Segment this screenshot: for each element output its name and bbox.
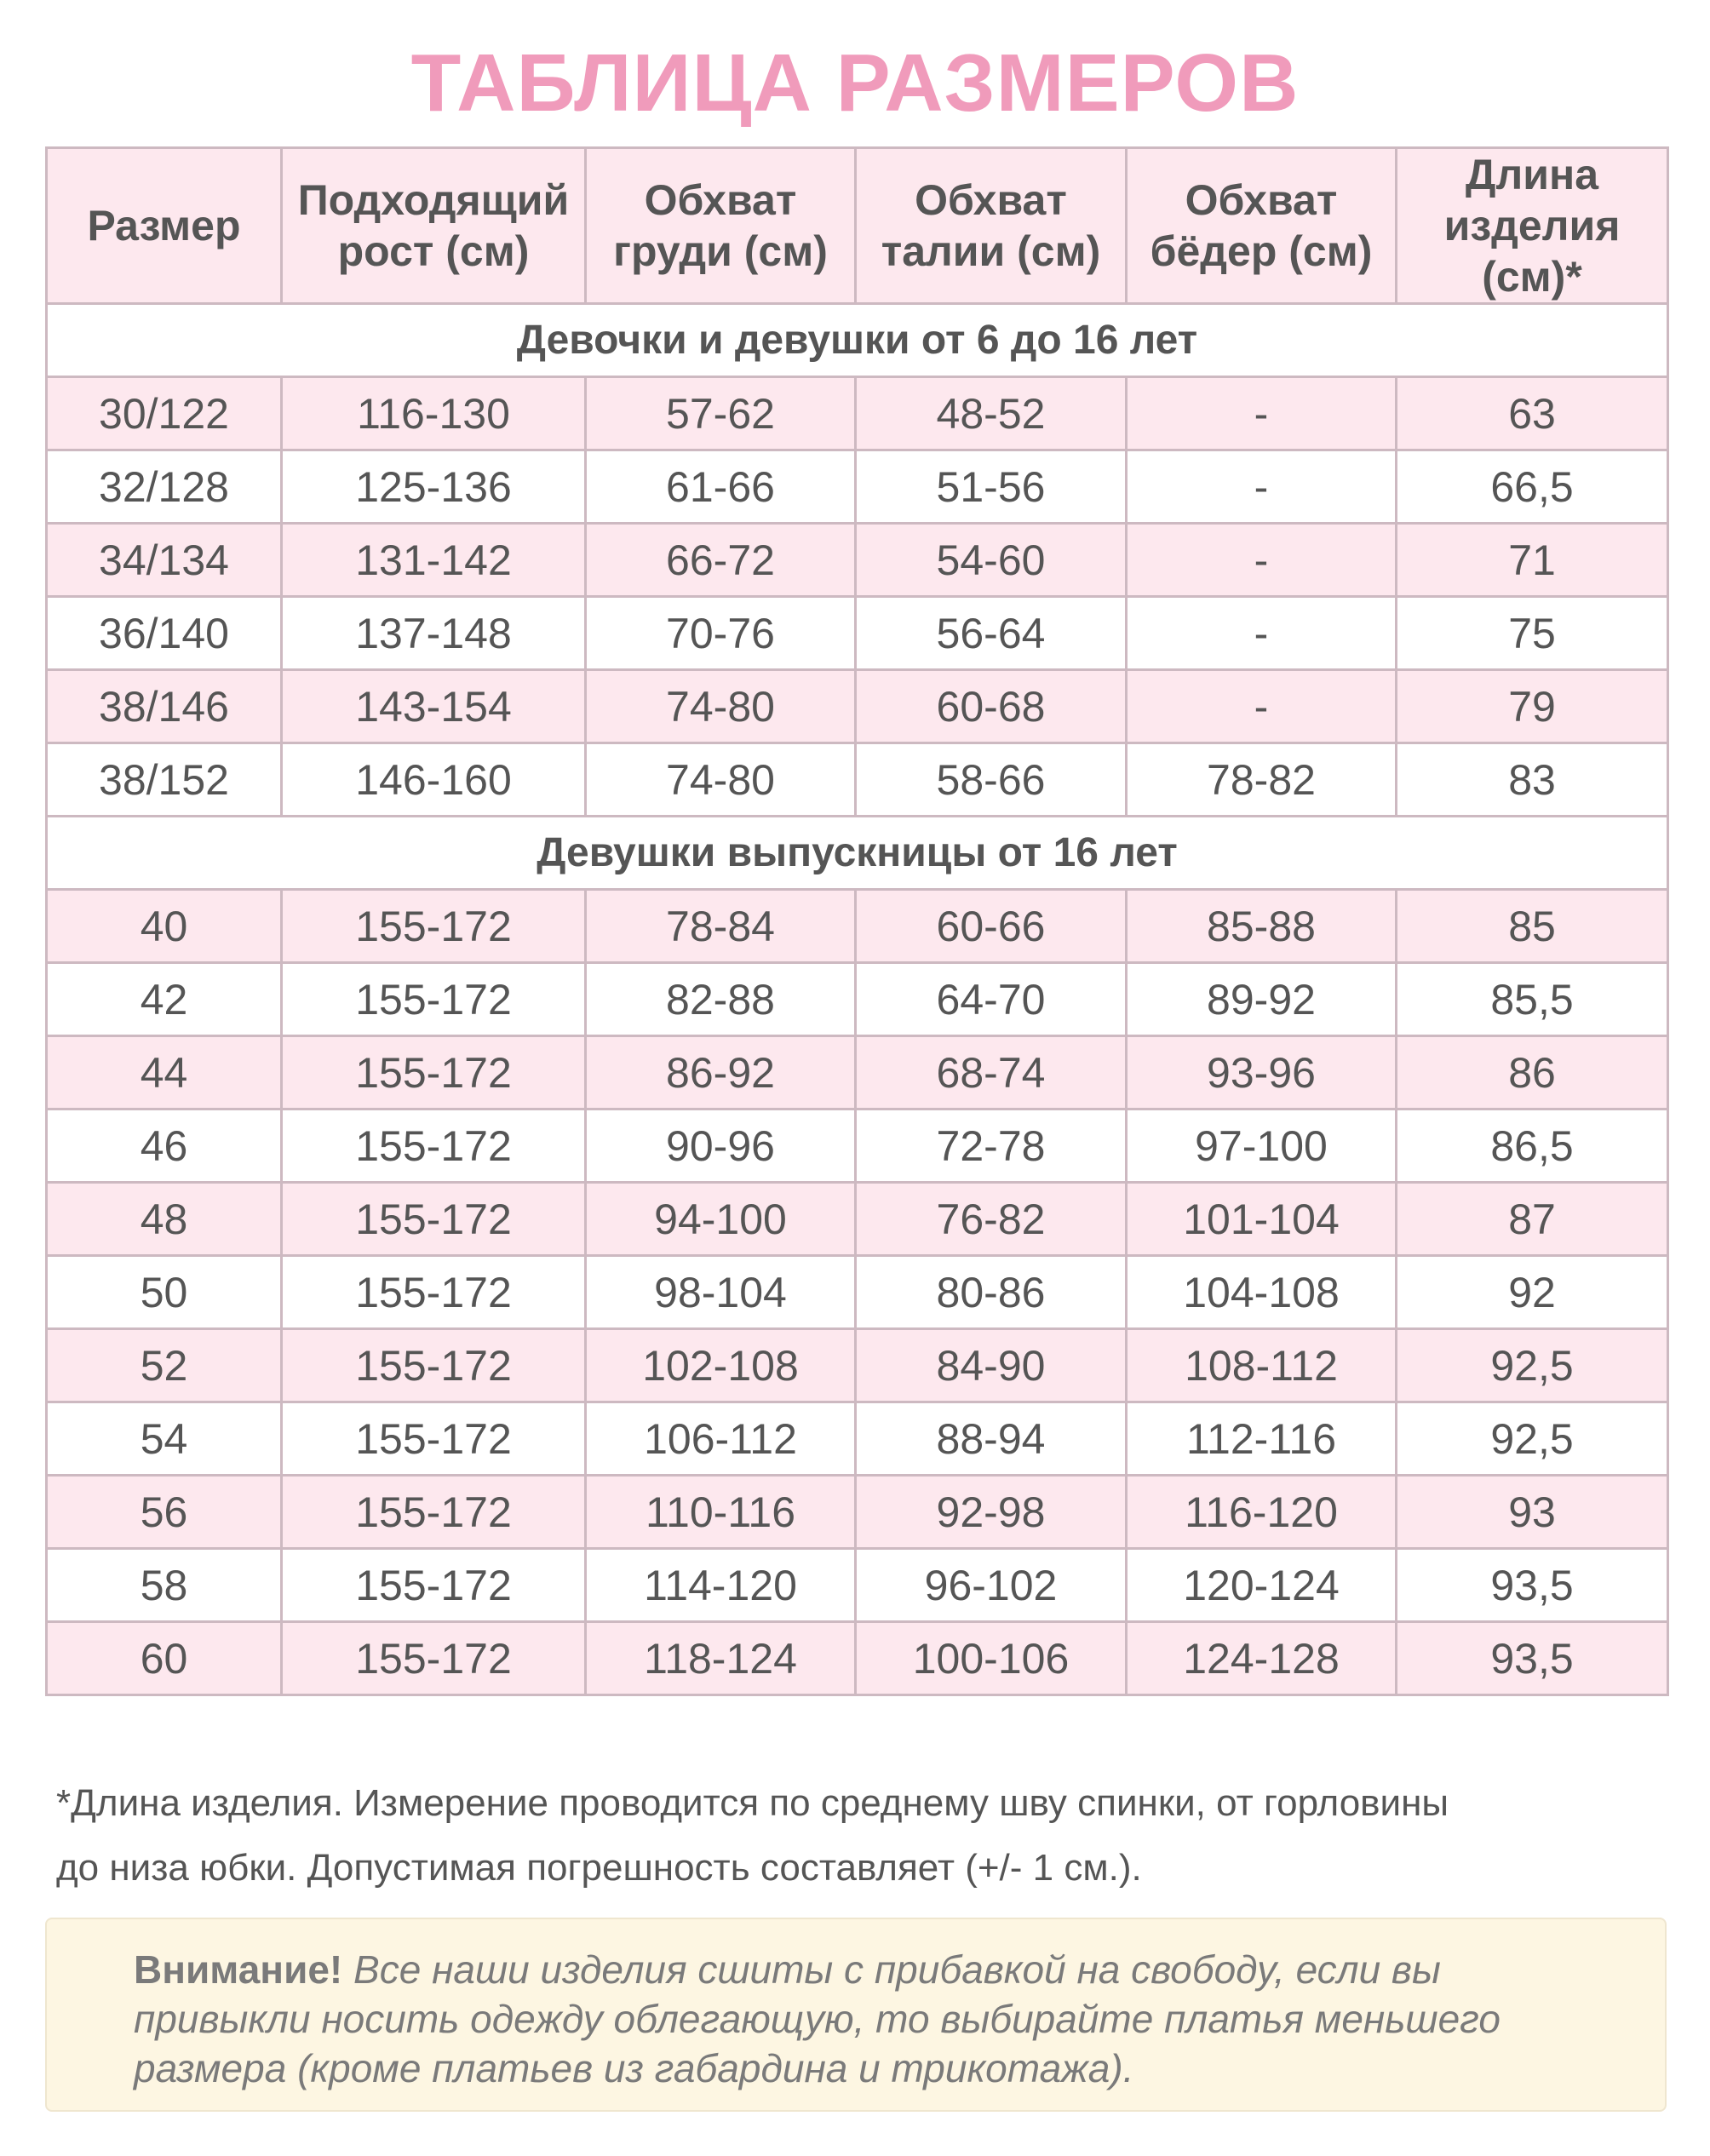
- table-header: [47, 148, 1668, 304]
- table-cell: 108-112: [1127, 1329, 1397, 1402]
- page-title: ТАБЛИЦА РАЗМЕРОВ: [410, 37, 1300, 129]
- section-title: Девушки выпускницы от 16 лет: [47, 817, 1668, 890]
- table-cell: 30/122: [47, 377, 282, 450]
- table-cell: 46: [47, 1110, 282, 1183]
- table-cell: 60: [47, 1622, 282, 1695]
- table-cell: 58-66: [856, 743, 1127, 817]
- table-cell: 38/152: [47, 743, 282, 817]
- table-cell: -: [1127, 524, 1397, 597]
- table-cell: 68-74: [856, 1036, 1127, 1110]
- table-cell: 60-66: [856, 890, 1127, 963]
- table-cell: 71: [1397, 524, 1668, 597]
- header-row: [47, 148, 1668, 304]
- table-cell: 93: [1397, 1476, 1668, 1549]
- table-cell: 98-104: [586, 1256, 856, 1329]
- table-cell: 51-56: [856, 450, 1127, 524]
- table-cell: 82-88: [586, 963, 856, 1036]
- table-cell: 32/128: [47, 450, 282, 524]
- table-cell: 155-172: [282, 890, 586, 963]
- table-cell: 56-64: [856, 597, 1127, 670]
- table-cell: 86-92: [586, 1036, 856, 1110]
- table-cell: 155-172: [282, 963, 586, 1036]
- table-cell: 92: [1397, 1256, 1668, 1329]
- table-cell: 116-120: [1127, 1476, 1397, 1549]
- table-cell: 85,5: [1397, 963, 1668, 1036]
- table-cell: 96-102: [856, 1549, 1127, 1622]
- table-cell: 86: [1397, 1036, 1668, 1110]
- table-cell: 97-100: [1127, 1110, 1397, 1183]
- table-cell: 155-172: [282, 1256, 586, 1329]
- table-cell: 87: [1397, 1183, 1668, 1256]
- table-cell: 63: [1397, 377, 1668, 450]
- table-row: [47, 963, 1668, 1036]
- table-cell: 84-90: [856, 1329, 1127, 1402]
- table-cell: -: [1127, 597, 1397, 670]
- table-cell: 54: [47, 1402, 282, 1476]
- table-cell: 56: [47, 1476, 282, 1549]
- column-header: [586, 148, 856, 304]
- column-header-line: Подходящий: [297, 176, 570, 224]
- table-row: [47, 524, 1668, 597]
- table-cell: 54-60: [856, 524, 1127, 597]
- table-cell: 78-82: [1127, 743, 1397, 817]
- table-cell: 155-172: [282, 1622, 586, 1695]
- table-row: [47, 377, 1668, 450]
- section-row: [47, 304, 1668, 377]
- table-row: [47, 1183, 1668, 1256]
- table-cell: 114-120: [586, 1549, 856, 1622]
- table-cell: 52: [47, 1329, 282, 1402]
- table-cell: 120-124: [1127, 1549, 1397, 1622]
- table-cell: 60-68: [856, 670, 1127, 743]
- table-cell: 61-66: [586, 450, 856, 524]
- column-header-line: талии (см): [881, 227, 1101, 275]
- table-row: [47, 890, 1668, 963]
- table-cell: 155-172: [282, 1183, 586, 1256]
- table-cell: 66-72: [586, 524, 856, 597]
- table-cell: 48-52: [856, 377, 1127, 450]
- table-cell: 90-96: [586, 1110, 856, 1183]
- table-cell: 88-94: [856, 1402, 1127, 1476]
- notice-text: размера (кроме платьев из габардина и трикотажа).: [134, 2046, 1134, 2090]
- table-cell: 104-108: [1127, 1256, 1397, 1329]
- table-row: [47, 450, 1668, 524]
- column-header: [282, 148, 586, 304]
- column-header: [856, 148, 1127, 304]
- table-cell: 74-80: [586, 743, 856, 817]
- notice-text: Все наши изделия сшиты с прибавкой на свободу, если вы: [353, 1947, 1441, 1992]
- table-row: [47, 1036, 1668, 1110]
- table-cell: 155-172: [282, 1036, 586, 1110]
- column-header-line: Длина: [1465, 151, 1599, 198]
- table-row: [47, 1329, 1668, 1402]
- table-cell: 112-116: [1127, 1402, 1397, 1476]
- table-body: [47, 304, 1668, 1695]
- table-cell: 74-80: [586, 670, 856, 743]
- table-cell: 131-142: [282, 524, 586, 597]
- table-cell: 102-108: [586, 1329, 856, 1402]
- size-table: [45, 146, 1669, 1696]
- table-cell: 85: [1397, 890, 1668, 963]
- table-cell: 94-100: [586, 1183, 856, 1256]
- table-cell: 92,5: [1397, 1402, 1668, 1476]
- table-row: [47, 743, 1668, 817]
- table-row: [47, 597, 1668, 670]
- table-cell: 155-172: [282, 1549, 586, 1622]
- table-cell: 155-172: [282, 1110, 586, 1183]
- table-row: [47, 670, 1668, 743]
- column-header-line: груди (см): [613, 227, 828, 275]
- table-cell: 93-96: [1127, 1036, 1397, 1110]
- table-cell: 42: [47, 963, 282, 1036]
- column-header-line: Обхват: [644, 176, 797, 224]
- table-cell: 118-124: [586, 1622, 856, 1695]
- table-cell: 34/134: [47, 524, 282, 597]
- table-cell: 92-98: [856, 1476, 1127, 1549]
- table-cell: 124-128: [1127, 1622, 1397, 1695]
- column-header-line: Размер: [87, 202, 241, 249]
- notice-text: привыкли носить одежду облегающую, то выбирайте платья меньшего: [134, 1997, 1501, 2041]
- column-header-line: изделия (см)*: [1443, 202, 1621, 301]
- table-cell: 155-172: [282, 1402, 586, 1476]
- table-cell: 48: [47, 1183, 282, 1256]
- table-cell: 79: [1397, 670, 1668, 743]
- table-row: [47, 1622, 1668, 1695]
- table-cell: 155-172: [282, 1329, 586, 1402]
- table-cell: 89-92: [1127, 963, 1397, 1036]
- notice-line: [134, 1945, 1580, 1994]
- column-header: [47, 148, 282, 304]
- column-header: [1397, 148, 1668, 304]
- table-cell: 57-62: [586, 377, 856, 450]
- table-row: [47, 1110, 1668, 1183]
- table-cell: -: [1127, 450, 1397, 524]
- table-cell: -: [1127, 670, 1397, 743]
- footnote: [56, 1771, 1657, 1901]
- table-cell: 155-172: [282, 1476, 586, 1549]
- table-row: [47, 1476, 1668, 1549]
- table-cell: 116-130: [282, 377, 586, 450]
- table-cell: 86,5: [1397, 1110, 1668, 1183]
- footnote-line: до низа юбки. Допустимая погрешность составляет (+/- 1 см.).: [56, 1847, 1142, 1889]
- table-cell: 36/140: [47, 597, 282, 670]
- table-cell: 93,5: [1397, 1549, 1668, 1622]
- table-cell: 137-148: [282, 597, 586, 670]
- table-cell: -: [1127, 377, 1397, 450]
- table-cell: 72-78: [856, 1110, 1127, 1183]
- column-header-line: бёдер (см): [1150, 227, 1373, 275]
- notice-box: [45, 1918, 1667, 2112]
- table-cell: 85-88: [1127, 890, 1397, 963]
- column-header-line: Обхват: [1185, 176, 1338, 224]
- table-cell: 78-84: [586, 890, 856, 963]
- table-cell: 70-76: [586, 597, 856, 670]
- table-cell: 80-86: [856, 1256, 1127, 1329]
- table-cell: 75: [1397, 597, 1668, 670]
- section-row: [47, 817, 1668, 890]
- table-row: [47, 1256, 1668, 1329]
- column-header: [1127, 148, 1397, 304]
- table-cell: 66,5: [1397, 450, 1668, 524]
- table-row: [47, 1549, 1668, 1622]
- table-cell: 64-70: [856, 963, 1127, 1036]
- table-cell: 58: [47, 1549, 282, 1622]
- table-cell: 101-104: [1127, 1183, 1397, 1256]
- table-cell: 50: [47, 1256, 282, 1329]
- footnote-line: *Длина изделия. Измерение проводится по среднему шву спинки, от горловины: [56, 1782, 1449, 1824]
- table-cell: 92,5: [1397, 1329, 1668, 1402]
- section-title: Девочки и девушки от 6 до 16 лет: [47, 304, 1668, 377]
- table-cell: 125-136: [282, 450, 586, 524]
- column-header-line: рост (см): [337, 227, 530, 275]
- notice-lead: Внимание!: [134, 1947, 343, 1992]
- table-cell: 143-154: [282, 670, 586, 743]
- table-cell: 93,5: [1397, 1622, 1668, 1695]
- table-cell: 106-112: [586, 1402, 856, 1476]
- table-row: [47, 1402, 1668, 1476]
- table-cell: 110-116: [586, 1476, 856, 1549]
- table-cell: 83: [1397, 743, 1668, 817]
- table-cell: 40: [47, 890, 282, 963]
- table-cell: 38/146: [47, 670, 282, 743]
- column-header-line: Обхват: [915, 176, 1067, 224]
- table-cell: 44: [47, 1036, 282, 1110]
- table-cell: 146-160: [282, 743, 586, 817]
- table-cell: 100-106: [856, 1622, 1127, 1695]
- table-cell: 76-82: [856, 1183, 1127, 1256]
